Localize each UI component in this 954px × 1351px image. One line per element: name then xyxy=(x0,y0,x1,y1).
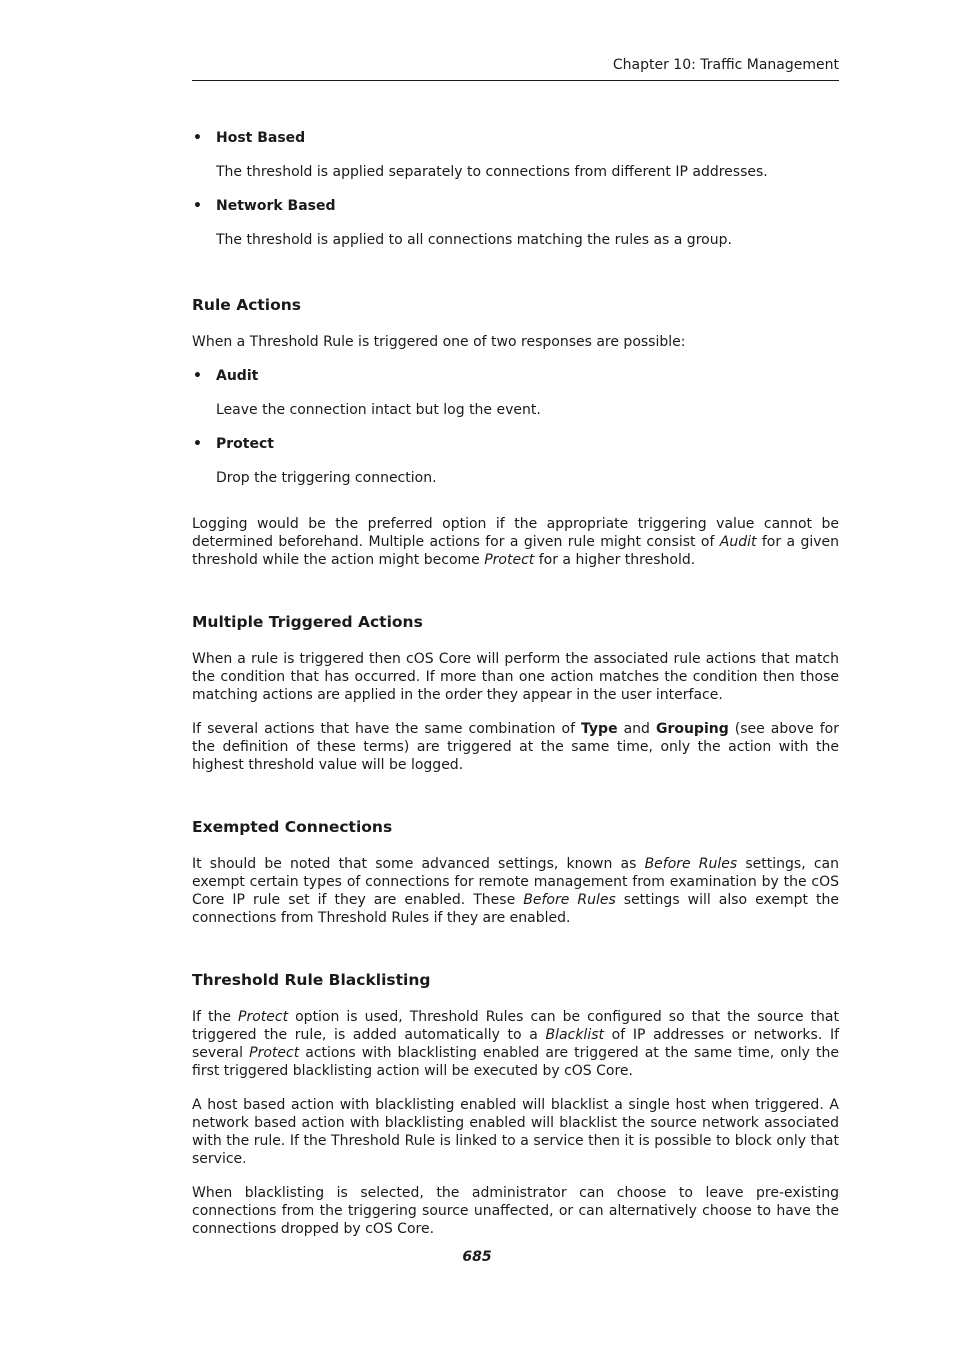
bullet-icon: • xyxy=(193,436,202,452)
page-content xyxy=(192,129,839,1254)
section-heading-threshold-rule-blacklisting: Threshold Rule Blacklisting xyxy=(192,971,431,989)
section-heading-multiple-triggered-actions: Multiple Triggered Actions xyxy=(192,613,423,631)
paragraph: When a Threshold Rule is triggered one of two responses are possible: xyxy=(192,334,686,350)
list-item-term: Audit xyxy=(216,368,259,384)
paragraph: If several actions that have the same combination of Type and Grouping (see above for the definition of these terms) are triggered at the same time, only the action with the highest threshold value will be logged. xyxy=(192,721,839,773)
paragraph: When blacklisting is selected, the administrator can choose to leave pre-existing connections from the triggering source unaffected, or can alternatively choose to have the connections dropped by cOS Core. xyxy=(192,1185,839,1237)
list-item-description: Leave the connection intact but log the event. xyxy=(216,402,541,418)
paragraph: Logging would be the preferred option if the appropriate triggering value cannot be determined beforehand. Multiple actions for a given rule might consist of Audit for a given threshold while the action might become Protect for a higher threshold. xyxy=(192,516,839,568)
running-header: Chapter 10: Traffic Management xyxy=(612,57,839,73)
bullet-icon: • xyxy=(193,368,202,384)
section-heading-exempted-connections: Exempted Connections xyxy=(192,818,393,836)
page-number: 685 xyxy=(462,1249,492,1265)
list-item xyxy=(192,197,839,215)
paragraph: A host based action with blacklisting enabled will blacklist a single host when triggered. A network based action with blacklisting enabled will blacklist the source network associated with the rule. If the Threshold Rule is linked to a service then it is possible to block only that service. xyxy=(192,1097,839,1167)
paragraph: When a rule is triggered then cOS Core will perform the associated rule actions that match the condition that has occurred. If more than one action matches the condition then those matching actions are applied in the order they appear in the user interface. xyxy=(192,651,839,703)
list-item-term: Network Based xyxy=(216,198,336,214)
section-heading-rule-actions: Rule Actions xyxy=(192,296,302,314)
list-item-description: The threshold is applied to all connections matching the rules as a group. xyxy=(216,232,732,248)
bullet-icon: • xyxy=(193,130,202,146)
list-item xyxy=(192,435,839,453)
bullet-icon: • xyxy=(193,198,202,214)
list-item-term: Protect xyxy=(216,436,274,452)
list-item xyxy=(192,129,839,147)
paragraph: If the Protect option is used, Threshold Rules can be configured so that the source that triggered the rule, is added automatically to a Blacklist of IP addresses or networks. If several Protect actions with blacklisting enabled are triggered at the same time, only the first triggered blacklisting action will be executed by cOS Core. xyxy=(192,1009,839,1079)
list-item-description: The threshold is applied separately to connections from different IP addresses. xyxy=(216,164,768,180)
list-item xyxy=(192,367,839,385)
paragraph: It should be noted that some advanced settings, known as Before Rules settings, can exempt certain types of connections for remote management from examination by the cOS Core IP rule set if they are enabled. These Before Rules settings will also exempt the connections from Threshold Rules if they are enabled. xyxy=(192,856,839,926)
header-divider xyxy=(192,80,839,81)
list-item-description: Drop the triggering connection. xyxy=(216,470,437,486)
list-item-term: Host Based xyxy=(216,130,306,146)
